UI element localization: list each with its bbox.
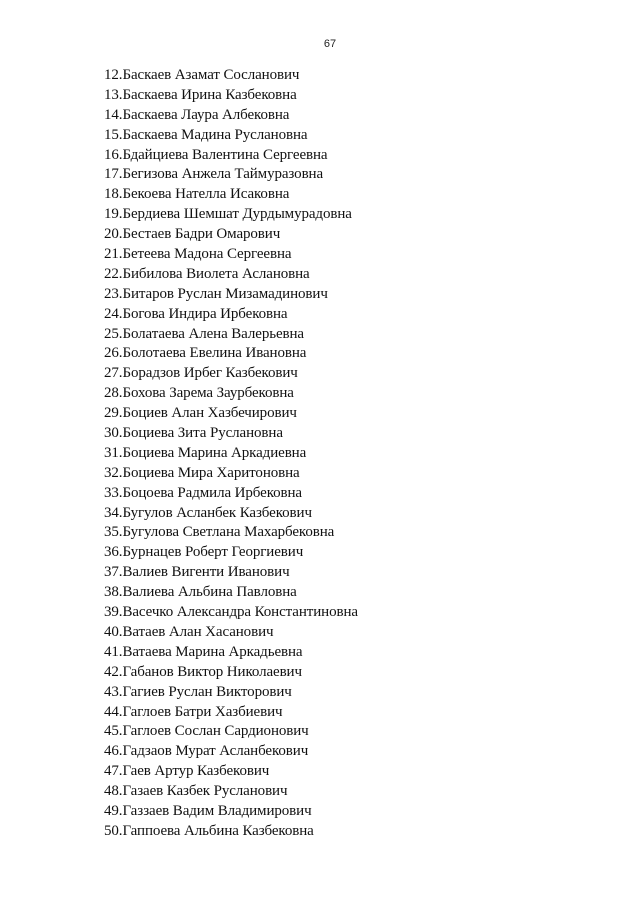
list-item bbox=[104, 523, 358, 543]
list-item-name: Бугулов Асланбек Казбекович bbox=[122, 504, 312, 521]
list-item-name: Боциева Марина Аркадиевна bbox=[122, 444, 307, 461]
list-item-name: Бурнацев Роберт Георгиевич bbox=[122, 544, 304, 561]
list-item-name: Газаев Казбек Русланович bbox=[122, 783, 288, 800]
list-item bbox=[104, 623, 358, 643]
list-item-name: Боциева Мира Харитоновна bbox=[122, 464, 300, 481]
list-item-name: Бердиева Шемшат Дурдымурадовна bbox=[122, 206, 352, 223]
list-item-number: 19. bbox=[104, 206, 123, 223]
list-item-number: 20. bbox=[104, 226, 123, 243]
list-item-name: Гагиев Руслан Викторович bbox=[122, 683, 292, 700]
list-item-name: Гаев Артур Казбекович bbox=[122, 763, 270, 780]
list-item-name: Ватаева Марина Аркадьевна bbox=[122, 643, 303, 660]
list-item-number: 41. bbox=[104, 643, 123, 660]
list-item-number: 40. bbox=[104, 623, 123, 640]
list-item bbox=[104, 126, 358, 146]
list-item bbox=[104, 205, 358, 225]
list-item bbox=[104, 563, 358, 583]
list-item-name: Бегизова Анжела Таймуразовна bbox=[122, 166, 324, 183]
list-item-name: Бетеева Мадона Сергеевна bbox=[122, 246, 292, 263]
list-item-name: Гаглоев Сослан Сардионович bbox=[122, 723, 309, 740]
list-item-number: 36. bbox=[104, 544, 123, 561]
list-item-number: 42. bbox=[104, 663, 123, 680]
name-list bbox=[104, 66, 358, 842]
list-item bbox=[104, 404, 358, 424]
list-item-number: 50. bbox=[104, 822, 123, 839]
list-item-number: 14. bbox=[104, 106, 123, 123]
list-item bbox=[104, 663, 358, 683]
list-item bbox=[104, 722, 358, 742]
list-item bbox=[104, 66, 358, 86]
list-item-name: Валиева Альбина Павловна bbox=[122, 584, 297, 601]
list-item-number: 31. bbox=[104, 444, 123, 461]
list-item-number: 38. bbox=[104, 584, 123, 601]
list-item-name: Боцоева Радмила Ирбековна bbox=[122, 484, 302, 501]
list-item-name: Боциев Алан Хазбечирович bbox=[122, 405, 297, 422]
list-item bbox=[104, 384, 358, 404]
list-item-name: Баскаев Азамат Сосланович bbox=[122, 67, 300, 83]
list-item bbox=[104, 424, 358, 444]
list-item-name: Бибилова Виолета Аслановна bbox=[122, 265, 310, 282]
list-item bbox=[104, 106, 358, 126]
list-item-number: 37. bbox=[104, 564, 123, 581]
list-item-number: 34. bbox=[104, 504, 123, 521]
list-item bbox=[104, 185, 358, 205]
list-item-number: 15. bbox=[104, 126, 123, 143]
list-item-number: 16. bbox=[104, 146, 123, 163]
list-item-number: 27. bbox=[104, 365, 123, 382]
list-item-name: Бекоева Нателла Исаковна bbox=[122, 186, 290, 203]
list-item bbox=[104, 643, 358, 663]
list-item bbox=[104, 504, 358, 524]
list-item bbox=[104, 782, 358, 802]
list-item bbox=[104, 344, 358, 364]
list-item-number: 39. bbox=[104, 604, 123, 621]
list-item bbox=[104, 703, 358, 723]
list-item-number: 23. bbox=[104, 285, 123, 302]
list-item-number: 35. bbox=[104, 524, 123, 541]
list-item-name: Болатаева Алена Валерьевна bbox=[122, 325, 304, 342]
list-item bbox=[104, 543, 358, 563]
list-item-number: 12. bbox=[104, 67, 123, 83]
list-item-name: Газзаев Вадим Владимирович bbox=[122, 802, 312, 819]
list-item bbox=[104, 225, 358, 245]
list-item bbox=[104, 364, 358, 384]
list-item bbox=[104, 742, 358, 762]
list-item bbox=[104, 583, 358, 603]
list-item bbox=[104, 464, 358, 484]
list-item bbox=[104, 603, 358, 623]
list-item bbox=[104, 245, 358, 265]
list-item-number: 29. bbox=[104, 405, 123, 422]
list-item-name: Гаппоева Альбина Казбековна bbox=[122, 822, 314, 839]
list-item-name: Болотаева Евелина Ивановна bbox=[122, 345, 307, 362]
list-item bbox=[104, 683, 358, 703]
list-item-name: Битаров Руслан Мизамадинович bbox=[122, 285, 328, 302]
list-item bbox=[104, 444, 358, 464]
list-item-number: 33. bbox=[104, 484, 123, 501]
list-item-name: Бохова Зарема Заурбековна bbox=[122, 385, 294, 402]
list-item-number: 47. bbox=[104, 763, 123, 780]
list-item-name: Ватаев Алан Хасанович bbox=[122, 623, 274, 640]
list-item-number: 30. bbox=[104, 425, 123, 442]
list-item-number: 25. bbox=[104, 325, 123, 342]
list-item-number: 28. bbox=[104, 385, 123, 402]
list-item-name: Борадзов Ирбег Казбекович bbox=[122, 365, 298, 382]
list-item-number: 13. bbox=[104, 86, 123, 103]
list-item-name: Бдайциева Валентина Сергеевна bbox=[122, 146, 328, 163]
list-item-name: Баскаева Лаура Албековна bbox=[122, 106, 290, 123]
list-item bbox=[104, 86, 358, 106]
list-item bbox=[104, 802, 358, 822]
list-item bbox=[104, 822, 358, 842]
list-item-number: 43. bbox=[104, 683, 123, 700]
list-item bbox=[104, 146, 358, 166]
list-item-name: Бестаев Бадри Омарович bbox=[122, 226, 281, 243]
list-item-name: Гаглоев Батри Хазбиевич bbox=[122, 703, 283, 720]
list-item-name: Баскаева Мадина Руслановна bbox=[122, 126, 308, 143]
list-item-number: 46. bbox=[104, 743, 123, 760]
list-item-number: 32. bbox=[104, 464, 123, 481]
list-item-number: 44. bbox=[104, 703, 123, 720]
list-item-number: 49. bbox=[104, 802, 123, 819]
list-item bbox=[104, 762, 358, 782]
list-item-name: Бугулова Светлана Махарбековна bbox=[122, 524, 335, 541]
list-item bbox=[104, 265, 358, 285]
page-number: 67 bbox=[323, 38, 337, 50]
list-item-name: Богова Индира Ирбековна bbox=[122, 305, 288, 322]
list-item-name: Валиев Вигенти Иванович bbox=[122, 564, 290, 581]
list-item-number: 18. bbox=[104, 186, 123, 203]
list-item-name: Габанов Виктор Николаевич bbox=[122, 663, 302, 680]
list-item-number: 24. bbox=[104, 305, 123, 322]
list-item-number: 48. bbox=[104, 783, 123, 800]
list-item-name: Гадзаов Мурат Асланбекович bbox=[122, 743, 309, 760]
list-item-name: Васечко Александра Константиновна bbox=[122, 604, 358, 621]
list-item-number: 17. bbox=[104, 166, 123, 183]
list-item bbox=[104, 325, 358, 345]
list-item bbox=[104, 484, 358, 504]
list-item-number: 45. bbox=[104, 723, 123, 740]
list-item-number: 22. bbox=[104, 265, 123, 282]
list-item bbox=[104, 305, 358, 325]
list-item-name: Баскаева Ирина Казбековна bbox=[122, 86, 297, 103]
list-item bbox=[104, 165, 358, 185]
list-item-number: 21. bbox=[104, 246, 123, 263]
list-item bbox=[104, 285, 358, 305]
list-item-name: Боциева Зита Руслановна bbox=[122, 425, 283, 442]
list-item-number: 26. bbox=[104, 345, 123, 362]
